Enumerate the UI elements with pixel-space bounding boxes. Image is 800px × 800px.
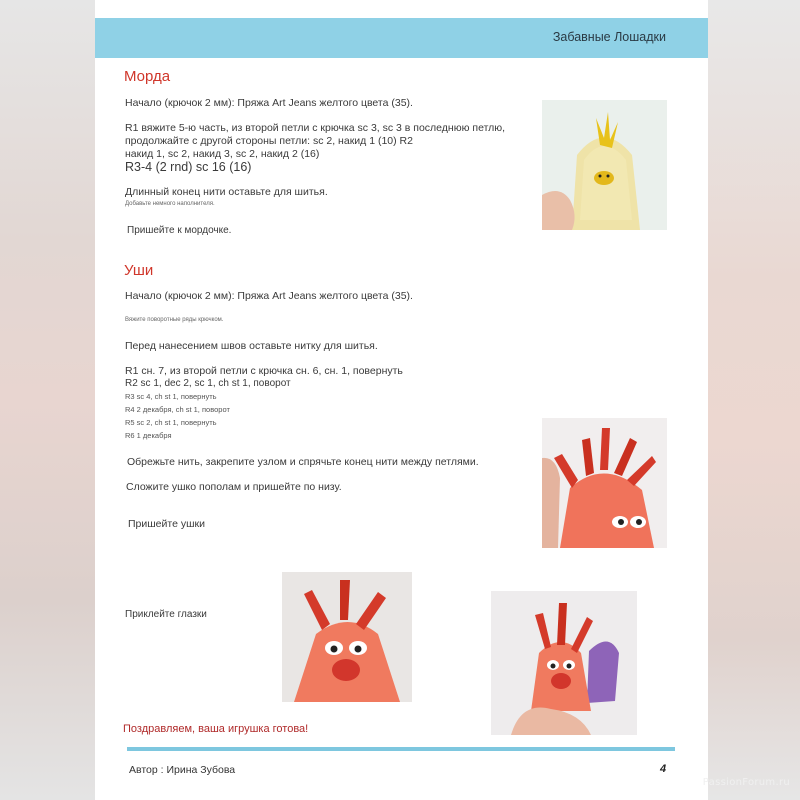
morda-start-text: Начало (крючок 2 мм): Пряжа Art Jeans желтого цвета (35). [125, 97, 413, 109]
ushi-r3: R3 sc 4, ch st 1, повернуть [125, 392, 217, 401]
ushi-r4: R4 2 декабря, ch st 1, поворот [125, 405, 230, 414]
congrats-text: Поздравляем, ваша игрушка готова! [123, 723, 309, 735]
ushi-start-text: Начало (крючок 2 мм): Пряжа Art Jeans желтого цвета (35). [125, 290, 413, 302]
ushi-r5: R5 sc 2, ch st 1, повернуть [125, 418, 217, 427]
page-number: 4 [660, 763, 667, 775]
section-title-morda: Морда [124, 68, 171, 85]
red-ears-image [542, 418, 667, 548]
ushi-r2: R2 sc 1, dec 2, sc 1, ch st 1, поворот [125, 378, 291, 389]
watermark-text: PassionForum.ru [702, 777, 790, 788]
ushi-r6: R6 1 декабря [125, 431, 172, 440]
document-page [95, 0, 708, 800]
glued-eyes-image [282, 572, 412, 702]
morda-r1-line2: продолжайте с другой стороны петли: sc 2, накид 1 (10) R2 [125, 135, 413, 147]
morda-r1-line1: R1 вяжите 5-ю часть, из второй петли с крючка sc 3, sc 3 в последнюю петлю, [125, 122, 506, 134]
ushi-before-sew: Перед нанесением швов оставьте нитку для шитья. [125, 340, 378, 352]
photo-finished-toy [491, 591, 637, 735]
ushi-cut: Обрежьте нить, закрепите узлом и спрячьте конец нити между петлями. [127, 456, 479, 468]
header-title: Забавные Лошадки [552, 30, 666, 44]
section-title-ushi: Уши [124, 262, 154, 279]
yellow-muzzle-image [542, 100, 667, 230]
background-blur-right [708, 0, 800, 800]
finished-toy-image [491, 591, 637, 735]
morda-r2-line: накид 1, sc 2, накид 3, sc 2, накид 2 (16) [125, 148, 320, 160]
ushi-turning: Вяжите поворотные ряды крючком. [125, 317, 224, 323]
photo-glued-eyes [282, 572, 412, 702]
footer-divider [127, 747, 675, 751]
photo-yellow-muzzle [542, 100, 667, 230]
morda-long-end: Длинный конец нити оставьте для шитья. [125, 186, 328, 198]
morda-stuffing: Добавьте немного наполнителя. [125, 201, 215, 207]
ushi-fold: Сложите ушко пополам и пришейте по низу. [126, 481, 342, 493]
photo-red-ears [542, 418, 667, 548]
morda-sew: Пришейте к мордочке. [127, 225, 232, 236]
ushi-glue-eyes: Приклейте глазки [125, 609, 207, 620]
background-blur-left [0, 0, 95, 800]
morda-r3-4: R3-4 (2 rnd) sc 16 (16) [125, 160, 252, 174]
footer-author: Автор : Ирина Зубова [129, 764, 236, 776]
ushi-r1: R1 сн. 7, из второй петли с крючка сн. 6, сн. 1, повернуть [125, 365, 403, 377]
ushi-sew-ears: Пришейте ушки [128, 518, 205, 530]
